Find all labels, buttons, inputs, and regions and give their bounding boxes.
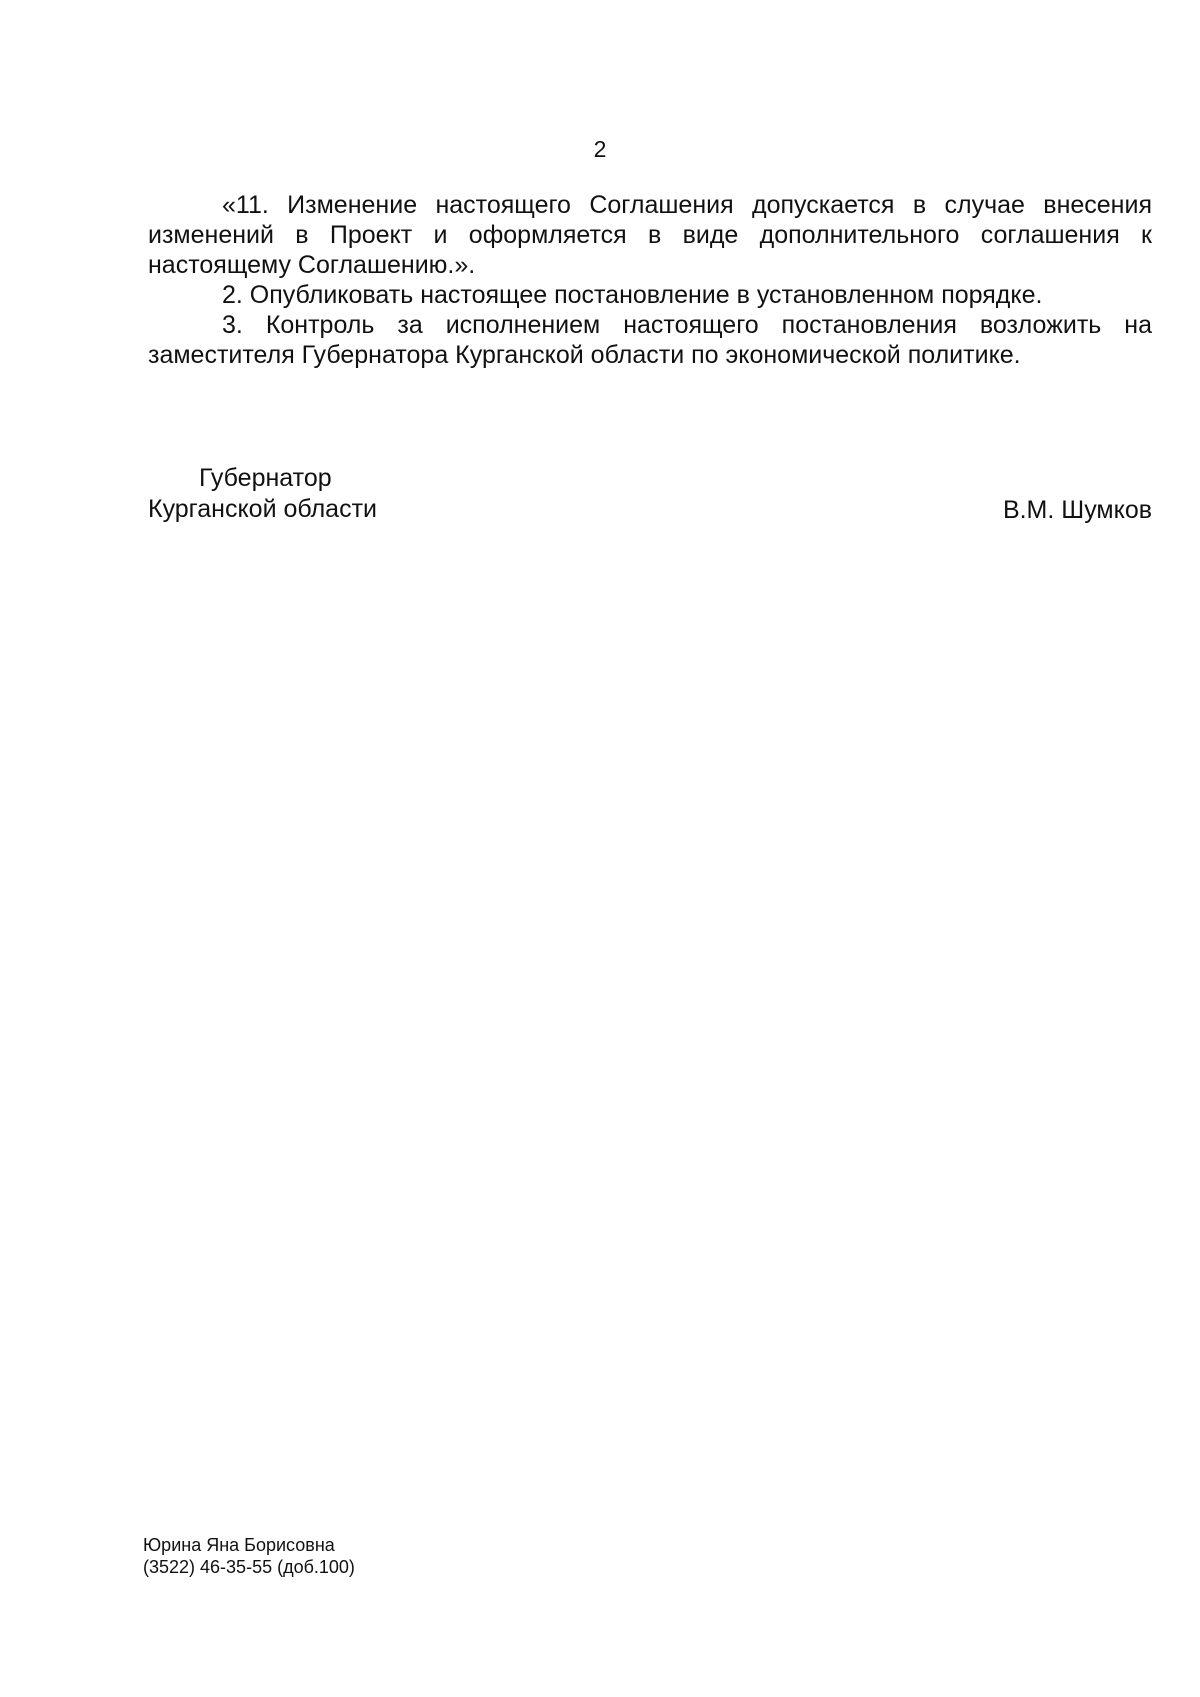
signatory-title-line2: Курганской области: [148, 495, 378, 523]
document-body: [148, 190, 1152, 370]
signatory-title-line1: Губернатор: [199, 464, 332, 492]
page-number: 2: [593, 136, 607, 162]
executor-contact: [143, 1534, 355, 1578]
paragraph-control: 3. Контроль за исполнением настоящего постановления возложить на заместителя Губернатора Курганской области по экономической политике.: [148, 311, 1152, 369]
paragraph-amendment-clause: «11. Изменение настоящего Соглашения допускается в случае внесения изменений в Проект и оформляется в виде дополнительного соглашения к настоящему Соглашению.».: [148, 191, 1152, 279]
executor-name: Юрина Яна Борисовна: [143, 1535, 335, 1555]
signatory-title: [148, 463, 377, 525]
signatory-name: В.М. Шумков: [1002, 496, 1152, 524]
paragraph-publish: 2. Опубликовать настоящее постановление в установленном порядке.: [222, 281, 1043, 309]
executor-phone: (3522) 46-35-55 (доб.100): [143, 1557, 355, 1577]
